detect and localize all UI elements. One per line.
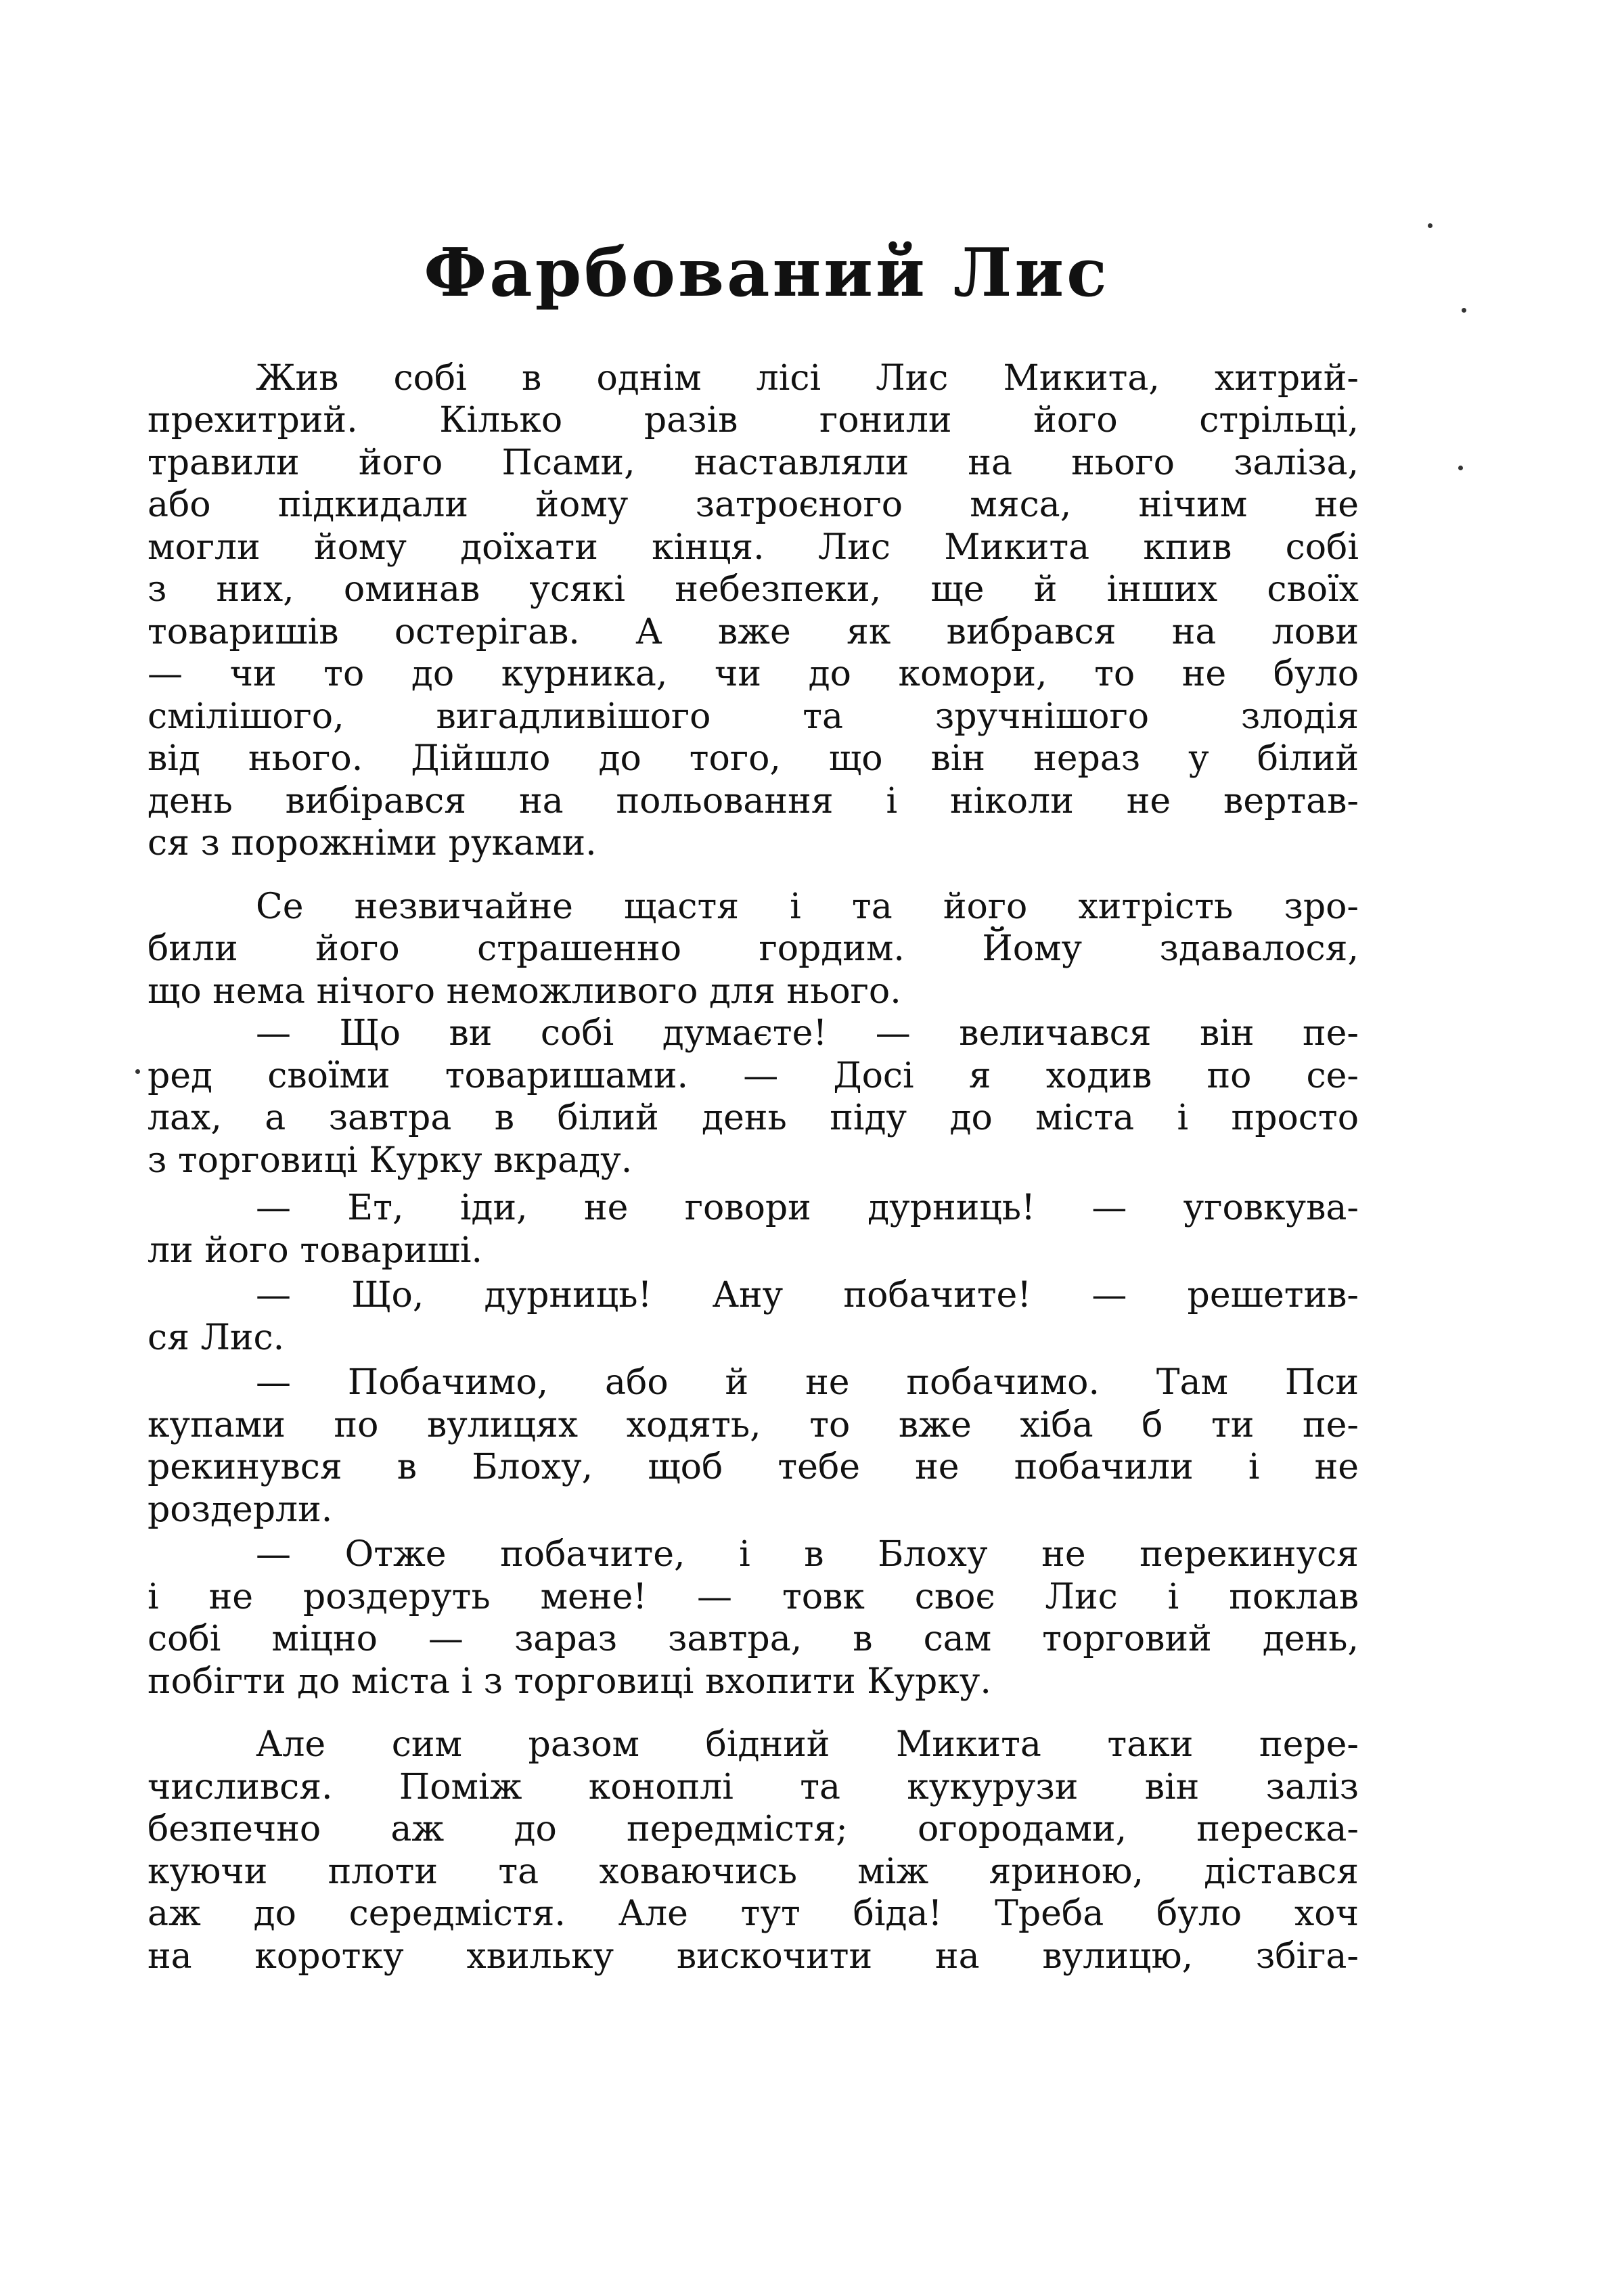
text-line: били його страшенно гордим. Йому здавалося,: [148, 928, 1359, 970]
text-line: з торговиці Курку вкраду.: [148, 1140, 633, 1181]
text-line: — Отже побачите, і в Блоху не перекинуся: [256, 1534, 1359, 1575]
paragraph: [148, 1362, 1359, 1531]
text-line: могли йому доїхати кінця. Лис Микита кпив собі: [148, 526, 1359, 568]
paragraph: [148, 357, 1359, 865]
text-line: Жив собі в однім лісі Лис Микита, хитрий-: [256, 357, 1359, 399]
text-line: — Побачимо, або й не побачимо. Там Пси: [256, 1362, 1359, 1403]
text-line: ся Лис.: [148, 1317, 285, 1358]
text-line: — чи то до курника, чи до комори, то не було: [148, 654, 1359, 695]
text-line: на коротку хвильку вискочити на вулицю, збіга-: [148, 1935, 1359, 1977]
text-line: з них, оминав усякі небезпеки, ще й інших своїх: [148, 569, 1359, 610]
paragraph: [148, 886, 1359, 1013]
print-speck: [1462, 308, 1466, 313]
text-line: ся з порожніми руками.: [148, 823, 597, 864]
text-line: аж до середмістя. Але тут біда! Треба було хоч: [148, 1893, 1359, 1935]
text-line: Се незвичайне щастя і та його хитрість зро-: [256, 886, 1359, 927]
text-line: Але сим разом бідний Микита таки пере-: [256, 1724, 1359, 1766]
text-line: ред своїми товаришами. — Досі я ходив по се-: [148, 1055, 1359, 1096]
page: [148, 234, 1359, 1998]
text-line: лах, а завтра в білий день піду до міста і просто: [148, 1098, 1359, 1139]
text-line: смілішого, вигадливішого та зручнішого злодія: [148, 696, 1359, 737]
text-line: купами по вулицях ходять, то вже хіба б ти пе-: [148, 1404, 1359, 1445]
paragraph: [148, 1724, 1359, 1977]
text-line: — Ет, іди, не говори дурниць! — уговкува-: [256, 1188, 1359, 1229]
paragraph: [148, 1187, 1359, 1272]
text-line: що нема нічого неможливого для нього.: [148, 970, 901, 1012]
text-line: роздерли.: [148, 1489, 333, 1530]
text-line: ли його товариші.: [148, 1230, 483, 1271]
text-line: — Що ви собі думаєте! — величався він пе-: [256, 1013, 1359, 1054]
paragraph: [148, 1533, 1359, 1703]
text-line: або підкидали йому затроєного мяса, нічим не: [148, 485, 1359, 526]
text-line: від нього. Дійшло до того, що він нераз у білий: [148, 738, 1359, 780]
text-line: безпечно аж до передмістя; огородами, переска-: [148, 1809, 1359, 1850]
text-line: — Що, дурниць! Ану побачите! — решетив-: [256, 1275, 1359, 1316]
text-line: куючи плоти та ховаючись між яриною, дістався: [148, 1851, 1359, 1892]
paragraph: [148, 1012, 1359, 1182]
text-line: травили його Псами, наставляли на нього заліза,: [148, 442, 1359, 483]
text-line: і не роздеруть мене! — товк своє Лис і поклав: [148, 1576, 1359, 1617]
text-line: побігти до міста і з торговиці вхопити Курку.: [148, 1661, 991, 1702]
print-speck: [135, 1069, 140, 1074]
print-speck: [1458, 466, 1463, 470]
text-line: рекинувся в Блоху, щоб тебе не побачили і не: [148, 1447, 1359, 1488]
paragraph: [148, 1274, 1359, 1359]
text-line: собі міцно — зараз завтра, в сам торговий день,: [148, 1619, 1359, 1660]
text-line: товаришів остерігав. А вже як вибрався на лови: [148, 611, 1359, 652]
story-title: Фарбований Лис: [424, 234, 1110, 312]
text-line: прехитрий. Кілько разів гонили його стрільці,: [148, 400, 1359, 441]
text-line: числився. Поміж коноплі та кукурузи він заліз: [148, 1766, 1359, 1807]
print-speck: [1428, 223, 1433, 228]
text-line: день вибірався на польовання і ніколи не вертав-: [148, 780, 1359, 822]
